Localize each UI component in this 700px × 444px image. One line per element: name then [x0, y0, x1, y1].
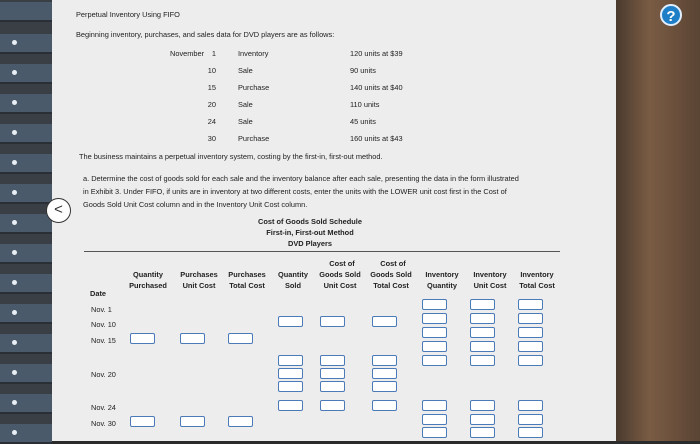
nav-dot-icon	[12, 190, 17, 195]
col-header: Inventory	[425, 270, 459, 279]
cogs-total-cost-input[interactable]	[372, 400, 397, 411]
date-label: Nov. 30	[91, 419, 116, 428]
question-nav-item[interactable]	[0, 274, 52, 294]
cogs-total-cost-input[interactable]	[372, 368, 397, 379]
quantity-sold-input[interactable]	[278, 400, 303, 411]
nav-dot-icon	[12, 400, 17, 405]
purchases-unit-cost-input[interactable]	[180, 416, 205, 427]
quantity-sold-input[interactable]	[278, 381, 303, 392]
inventory-total-cost-input[interactable]	[518, 327, 543, 338]
inventory-detail: 110 units	[350, 100, 380, 109]
inventory-day: 24	[207, 117, 216, 126]
inventory-unit-cost-input[interactable]	[470, 327, 495, 338]
nav-dot-icon	[12, 70, 17, 75]
col-header: Quantity	[427, 281, 457, 290]
schedule-method: First-in, First-out Method	[266, 228, 354, 237]
back-arrow-icon[interactable]: <	[46, 198, 71, 223]
question-nav-item[interactable]	[0, 244, 52, 264]
inventory-month: November	[170, 49, 205, 58]
nav-dot-icon	[12, 220, 17, 225]
inventory-unit-cost-input[interactable]	[470, 299, 495, 310]
inventory-unit-cost-input[interactable]	[470, 355, 495, 366]
intro-text: Beginning inventory, purchases, and sales data for DVD players are as follows:	[76, 30, 335, 39]
question-nav-item[interactable]	[0, 394, 52, 414]
question-nav-item[interactable]	[0, 364, 52, 384]
date-label: Nov. 10	[91, 320, 116, 329]
cogs-total-cost-input[interactable]	[372, 316, 397, 327]
col-header: Total Cost	[229, 281, 265, 290]
col-header: Total Cost	[373, 281, 409, 290]
quantity-sold-input[interactable]	[278, 368, 303, 379]
question-nav-item[interactable]	[0, 424, 52, 444]
inventory-unit-cost-input[interactable]	[470, 427, 495, 438]
cogs-unit-cost-input[interactable]	[320, 368, 345, 379]
inventory-type: Purchase	[238, 83, 270, 92]
inventory-unit-cost-input[interactable]	[470, 414, 495, 425]
question-nav-item[interactable]	[0, 124, 52, 144]
instruction-line: Goods Sold Unit Cost column and in the Inventory Unit Cost column.	[83, 200, 308, 209]
inventory-quantity-input[interactable]	[422, 313, 447, 324]
purchases-total-cost-input[interactable]	[228, 416, 253, 427]
col-header: Sold	[284, 281, 301, 290]
date-label: Nov. 1	[91, 305, 112, 314]
date-header: Date	[90, 289, 107, 298]
question-nav-item[interactable]	[0, 334, 52, 354]
inventory-total-cost-input[interactable]	[518, 299, 543, 310]
inventory-total-cost-input[interactable]	[518, 414, 543, 425]
inventory-quantity-input[interactable]	[422, 341, 447, 352]
inventory-total-cost-input[interactable]	[518, 355, 543, 366]
col-header: Purchases	[228, 270, 266, 279]
inventory-type: Inventory	[238, 49, 269, 58]
quantity-sold-input[interactable]	[278, 355, 303, 366]
inventory-detail: 45 units	[350, 117, 376, 126]
question-nav-item[interactable]	[0, 184, 52, 204]
cogs-unit-cost-input[interactable]	[320, 355, 345, 366]
cogs-unit-cost-input[interactable]	[320, 400, 345, 411]
divider	[84, 251, 560, 252]
purchases-total-cost-input[interactable]	[228, 333, 253, 344]
quantity-sold-input[interactable]	[278, 316, 303, 327]
date-label: Nov. 24	[91, 403, 116, 412]
inventory-day: 20	[207, 100, 216, 109]
col-header: Total Cost	[519, 281, 555, 290]
help-icon[interactable]: ?	[660, 4, 682, 26]
inventory-total-cost-input[interactable]	[518, 341, 543, 352]
question-nav-item[interactable]	[0, 154, 52, 174]
col-header: Inventory	[473, 270, 507, 279]
inventory-quantity-input[interactable]	[422, 299, 447, 310]
question-nav-item[interactable]	[0, 214, 52, 234]
schedule-title: Cost of Goods Sold Schedule	[258, 217, 362, 226]
schedule-product: DVD Players	[288, 239, 332, 248]
question-nav-rail	[0, 0, 52, 441]
nav-dot-icon	[12, 40, 17, 45]
col-header: Goods Sold	[370, 270, 412, 279]
col-header: Quantity	[133, 270, 163, 279]
col-header: Purchased	[129, 281, 167, 290]
inventory-detail: 160 units at $43	[350, 134, 403, 143]
inventory-total-cost-input[interactable]	[518, 313, 543, 324]
instruction-line: a. Determine the cost of goods sold for each sale and the inventory balance after each sale, presenting the data in the form illustrated	[83, 174, 519, 183]
inventory-detail: 120 units at $39	[350, 49, 403, 58]
inventory-total-cost-input[interactable]	[518, 400, 543, 411]
col-header: Quantity	[278, 270, 308, 279]
col-header: Unit Cost	[182, 281, 216, 290]
inventory-quantity-input[interactable]	[422, 400, 447, 411]
date-label: Nov. 20	[91, 370, 116, 379]
inventory-day: 30	[207, 134, 216, 143]
page-title: Perpetual Inventory Using FIFO	[76, 10, 180, 19]
col-header: Goods Sold	[319, 270, 361, 279]
nav-dot-icon	[12, 280, 17, 285]
cogs-total-cost-input[interactable]	[372, 381, 397, 392]
question-nav-item[interactable]	[0, 2, 52, 22]
inventory-quantity-input[interactable]	[422, 427, 447, 438]
question-nav-item[interactable]	[0, 64, 52, 84]
nav-dot-icon	[12, 160, 17, 165]
date-label: Nov. 15	[91, 336, 116, 345]
question-nav-item[interactable]	[0, 34, 52, 54]
inventory-quantity-input[interactable]	[422, 355, 447, 366]
inventory-quantity-input[interactable]	[422, 414, 447, 425]
instruction-line: in Exhibit 3. Under FIFO, if units are in inventory at two different costs, enter the units with the LOWER unit cost first in the Cost of	[83, 187, 507, 196]
quantity-purchased-input[interactable]	[130, 333, 155, 344]
cogs-unit-cost-input[interactable]	[320, 316, 345, 327]
cogs-total-cost-input[interactable]	[372, 355, 397, 366]
nav-dot-icon	[12, 250, 17, 255]
cogs-unit-cost-input[interactable]	[320, 381, 345, 392]
nav-dot-icon	[12, 430, 17, 435]
question-nav-item[interactable]	[0, 94, 52, 114]
inventory-detail: 90 units	[350, 66, 376, 75]
col-header: Unit Cost	[323, 281, 357, 290]
question-nav-item[interactable]	[0, 304, 52, 324]
inventory-day: 10	[207, 66, 216, 75]
col-header: Unit Cost	[473, 281, 507, 290]
inventory-day: 15	[207, 83, 216, 92]
col-header: Inventory	[520, 270, 554, 279]
inventory-unit-cost-input[interactable]	[470, 313, 495, 324]
col-header: Purchases	[180, 270, 218, 279]
quantity-purchased-input[interactable]	[130, 416, 155, 427]
nav-dot-icon	[12, 100, 17, 105]
inventory-type: Sale	[238, 100, 253, 109]
inventory-type: Sale	[238, 117, 253, 126]
inventory-day: 1	[211, 49, 216, 58]
policy-text: The business maintains a perpetual inventory system, costing by the first-in, first-out method.	[79, 152, 383, 161]
inventory-detail: 140 units at $40	[350, 83, 403, 92]
inventory-type: Purchase	[238, 134, 270, 143]
nav-dot-icon	[12, 130, 17, 135]
inventory-unit-cost-input[interactable]	[470, 400, 495, 411]
inventory-unit-cost-input[interactable]	[470, 341, 495, 352]
inventory-total-cost-input[interactable]	[518, 427, 543, 438]
inventory-type: Sale	[238, 66, 253, 75]
background-edge	[616, 0, 700, 441]
header-cost-of: Cost of	[380, 259, 406, 268]
header-cost-of: Cost of	[329, 259, 355, 268]
inventory-quantity-input[interactable]	[422, 327, 447, 338]
nav-dot-icon	[12, 310, 17, 315]
nav-dot-icon	[12, 370, 17, 375]
purchases-unit-cost-input[interactable]	[180, 333, 205, 344]
nav-dot-icon	[12, 340, 17, 345]
